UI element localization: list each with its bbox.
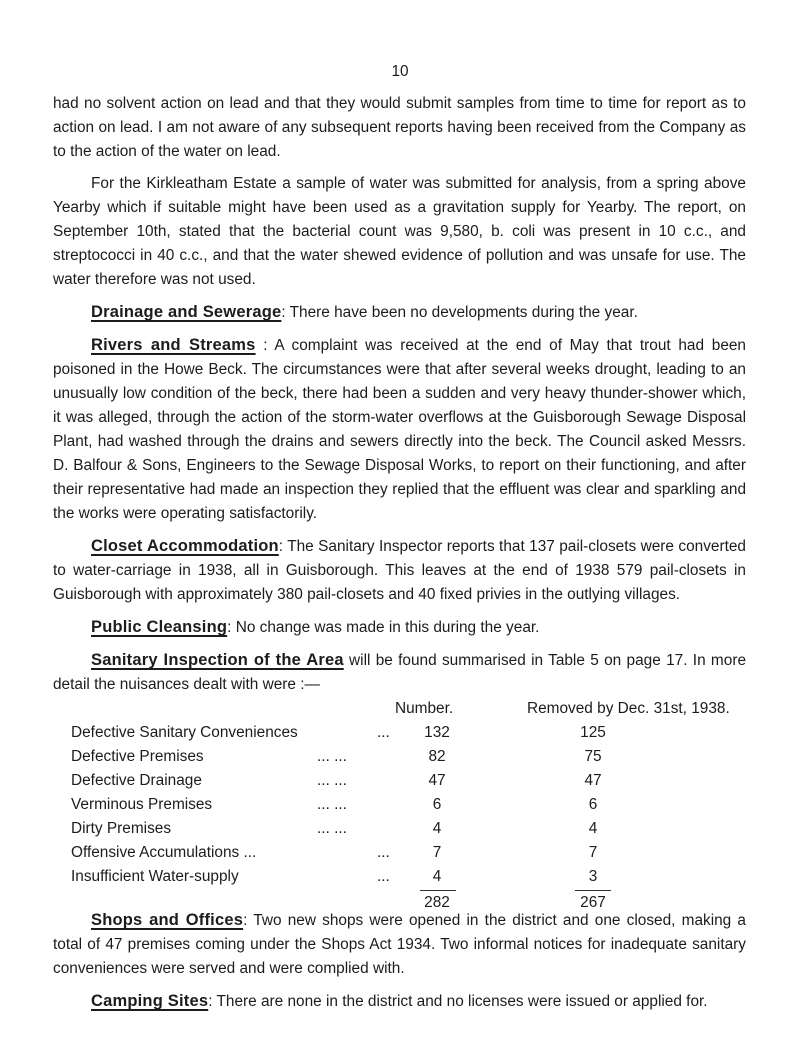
heading-sanitary: Sanitary Inspection of the Area <box>91 651 344 669</box>
row-label: Dirty Premises <box>71 820 172 837</box>
total-removed: 267 <box>580 894 606 911</box>
section-camping <box>53 989 746 1014</box>
section-rivers <box>53 333 746 526</box>
row-number: 7 <box>432 844 442 861</box>
text-shops: : Two new shops were opened in the district and one closed, making a total of 47 premises coming under the Shops Act 1934. Two informal notices for inadequate sanitary conveniences were served and were complied with. <box>53 912 746 977</box>
section-closet <box>53 534 746 607</box>
row-number: 47 <box>428 772 446 789</box>
total-number: 282 <box>424 894 450 911</box>
text-drainage: : There have been no developments during the year. <box>281 304 638 321</box>
row-number: 4 <box>432 868 442 885</box>
text-sanitary: will be found summarised in Table 5 on page 17. In more detail the nuisances dealt with were :— <box>53 652 747 693</box>
column-header-number: Number. <box>395 700 454 717</box>
row-label: Verminous Premises <box>71 796 213 813</box>
section-sanitary <box>53 648 746 697</box>
heading-drainage: Drainage and Sewerage <box>91 303 282 321</box>
row-label: Defective Sanitary Conveniences <box>71 724 298 741</box>
row-number: 6 <box>432 796 442 813</box>
heading-shops: Shops and Offices <box>91 911 244 929</box>
section-cleansing <box>53 615 746 640</box>
row-removed: 7 <box>588 844 598 861</box>
row-dots: ... ... <box>317 820 347 837</box>
column-header-removed: Removed by Dec. 31st, 1938. <box>527 700 730 717</box>
paragraph-lead-action: had no solvent action on lead and that they would submit samples from time to time for report as to action on lead. I am not aware of any subsequent reports having been received from the Company as to the action of the water on lead. <box>53 95 746 160</box>
paragraph-kirkleatham: For the Kirkleatham Estate a sample of water was submitted for analysis, from a spring above Yearby which if suitable might have been used as a gravitation supply for Yearby. The report, on September 10th, stated that the bacterial count was 9,580, b. coli was present in 10 c.c., and streptococci in 40 c.c., and that the water shewed evidence of pollution and was unsafe for use. The water therefore was not used. <box>53 175 746 288</box>
text-closet: : The Sanitary Inspector reports that 137 pail-closets were converted to water-carriage in 1938, all in Guisborough. This leaves at the end of 1938 579 pail-closets in Guisborough with approximately 380 pail-closets and 40 fixed privies in the outlying villages. <box>53 538 746 603</box>
row-removed: 47 <box>584 772 602 789</box>
row-number: 82 <box>428 748 446 765</box>
heading-camping: Camping Sites <box>91 992 209 1010</box>
row-dots: ... ... <box>317 772 347 789</box>
heading-closet: Closet Accommodation <box>91 537 279 555</box>
row-dots: ... ... <box>317 796 347 813</box>
row-label: Offensive Accumulations ... <box>71 844 257 861</box>
section-shops <box>53 908 746 981</box>
text-cleansing: : No change was made in this during the year. <box>227 619 540 636</box>
row-removed: 3 <box>588 868 598 885</box>
text-camping: : There are none in the district and no licenses were issued or applied for. <box>208 993 708 1010</box>
row-dots: ... <box>377 844 390 861</box>
heading-cleansing: Public Cleansing <box>91 618 228 636</box>
row-number: 4 <box>432 820 442 837</box>
row-dots: ... ... <box>317 748 347 765</box>
heading-rivers: Rivers and Streams <box>91 336 256 354</box>
document-body <box>53 92 746 1022</box>
section-drainage <box>53 300 746 325</box>
row-dots: ... <box>377 724 390 741</box>
text-rivers: : A complaint was received at the end of May that trout had been poisoned in the Howe Beck. The circumstances were that after several weeks drought, leading to an unusually low condition of the beck, there had been a sudden and very heavy thunder-shower which, it was alleged, through the action of the storm-water overflows at the Guisborough Sewage Disposal Plant, had washed through the drains and sewers directly into the beck. The Council asked Messrs. D. Balfour & Sons, Engineers to the Sewage Disposal Works, to report on their functioning, and after their representative had made an inspection they replied that the effluent was clear and sparkling and the works were operating satisfactorily. <box>53 337 746 522</box>
row-removed: 75 <box>584 748 602 765</box>
row-removed: 6 <box>588 796 598 813</box>
row-dots: ... <box>377 868 390 885</box>
row-number: 132 <box>424 724 450 741</box>
row-removed: 125 <box>580 724 606 741</box>
page-number: 10 <box>391 63 409 80</box>
row-label: Defective Premises <box>71 748 204 765</box>
row-removed: 4 <box>588 820 598 837</box>
row-label: Defective Drainage <box>71 772 202 789</box>
row-label: Insufficient Water-supply <box>71 868 239 885</box>
nuisance-table <box>53 697 746 911</box>
